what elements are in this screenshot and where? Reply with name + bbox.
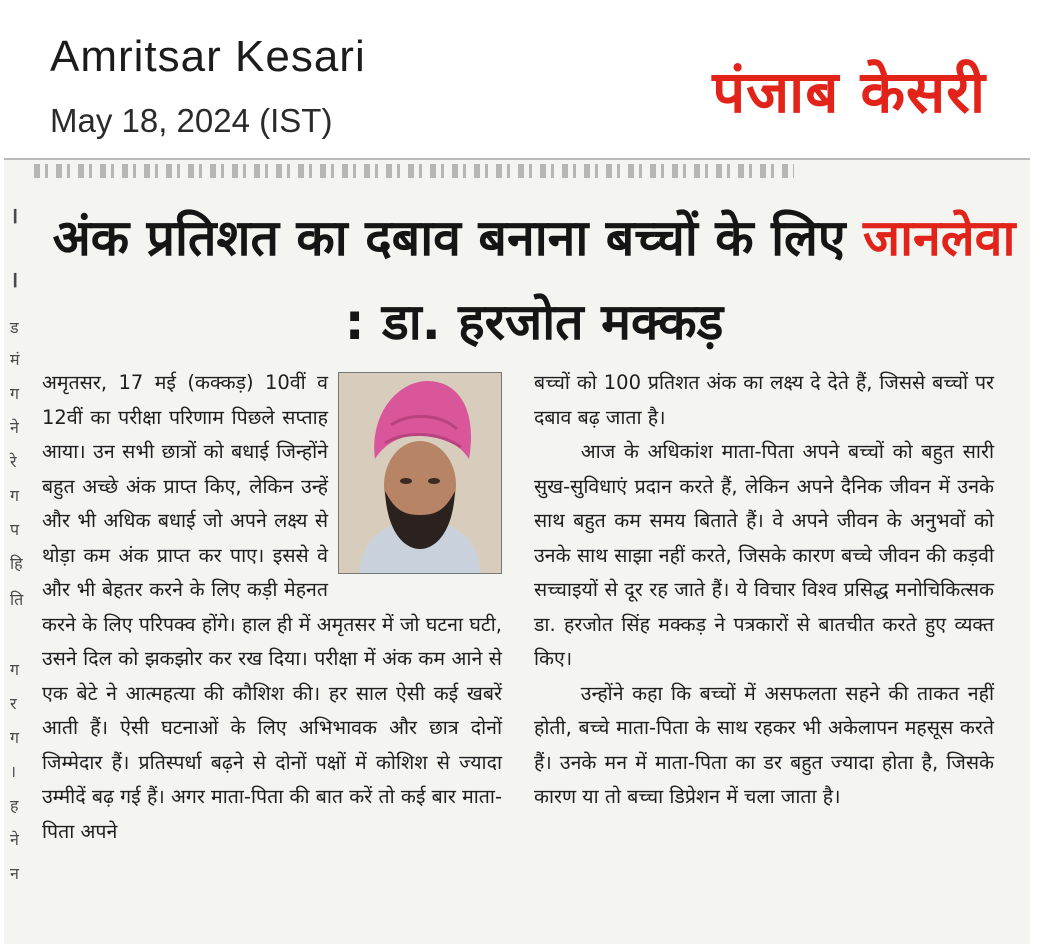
article-right-column bbox=[534, 366, 994, 815]
right-column-paragraph-1: बच्चों को 100 प्रतिशत अंक का लक्ष्य दे देते हैं, जिससे बच्चों पर दबाव बढ़ जाता है। bbox=[534, 371, 994, 429]
headline-attribution: : डा. हरजोत मक्कड़ bbox=[344, 293, 724, 351]
publication-date: May 18, 2024 (IST) bbox=[50, 102, 333, 139]
clipping-header bbox=[4, 4, 1030, 160]
article-left-column bbox=[42, 366, 502, 849]
adjacent-column-fragment: । । ड मं ग ने रे ग प हि ति ग र ग । ह ने न bbox=[10, 204, 24, 883]
headline-highlight: जानलेवा bbox=[862, 209, 1016, 267]
newspaper-logo: पंजाब केसरी bbox=[712, 58, 986, 126]
left-column-text: अमृतसर, 17 मई (कक्कड़) 10वीं व 12वीं का परीक्षा परिणाम पिछले सप्ताह आया। उन सभी छात्रों को बधाई जिन्होंने बहुत अच्छे अंक प्राप्त किए, लेकिन उन्हें और भी अधिक बधाई जो अपने लक्ष्य से थोड़ा कम अंक प्राप्त कर पाए। इससे वे और भी बेहतर करने के लिए कड़ी मेहनत करने के लिए परिपक्व होंगे। हाल ही में अमृतसर में जो घटना घटी, उसने दिल को झकझोर कर रख दिया। परीक्षा में अंक कम आने से एक बेटे ने आत्महत्या की कौशिश की। हर साल ऐसी कई खबरें आती हैं। ऐसी घटनाओं के लिए अभिभावक और छात्र दोनों जिम्मेदार हैं। प्रतिस्पर्धा बढ़ने से दोनों पक्षों में कोशिश से ज्यादा उम्मीदें बढ़ गई हैं। अगर माता-पिता की बात करें तो कई बार माता-पिता अपने bbox=[42, 371, 502, 843]
headline-text: अंक प्रतिशत का दबाव बनाना बच्चों के लिए bbox=[52, 209, 863, 267]
right-column-paragraph-2: आज के अधिकांश माता-पिता अपने बच्चों को बहुत सारी सुख-सुविधाएं प्रदान करते हैं, लेकिन अपने दैनिक जीवन में उनके साथ बहुत कम समय बिताते हैं। वे अपने जीवन के अनुभवों को उनके साथ साझा नहीं करते, जिसके कारण बच्चे जीवन की कड़वी सच्चाइयों से दूर रह जाते हैं। ये विचार विश्व प्रसिद्ध मनोचिकित्सक डा. हरजोत सिंह मक्कड़ ने पत्रकारों से बातचीत करते हुए व्यक्त किए। bbox=[534, 440, 994, 670]
author-photo bbox=[338, 372, 502, 574]
newspaper-clipping bbox=[4, 160, 1030, 944]
person-portrait-icon bbox=[339, 373, 501, 573]
edition-name: Amritsar Kesari bbox=[50, 32, 366, 81]
right-column-paragraph-3: उन्होंने कहा कि बच्चों में असफलता सहने की ताकत नहीं होती, बच्चे माता-पिता के साथ रहकर भी अकेलापन महसूस करते हैं। उनके मन में माता-पिता का डर बहुत ज्यादा होता है, जिसके कारण या तो बच्चा डिप्रेशन में चला जाता है। bbox=[534, 681, 994, 808]
cut-previous-article-line bbox=[34, 164, 794, 178]
article-headline bbox=[44, 196, 1024, 364]
